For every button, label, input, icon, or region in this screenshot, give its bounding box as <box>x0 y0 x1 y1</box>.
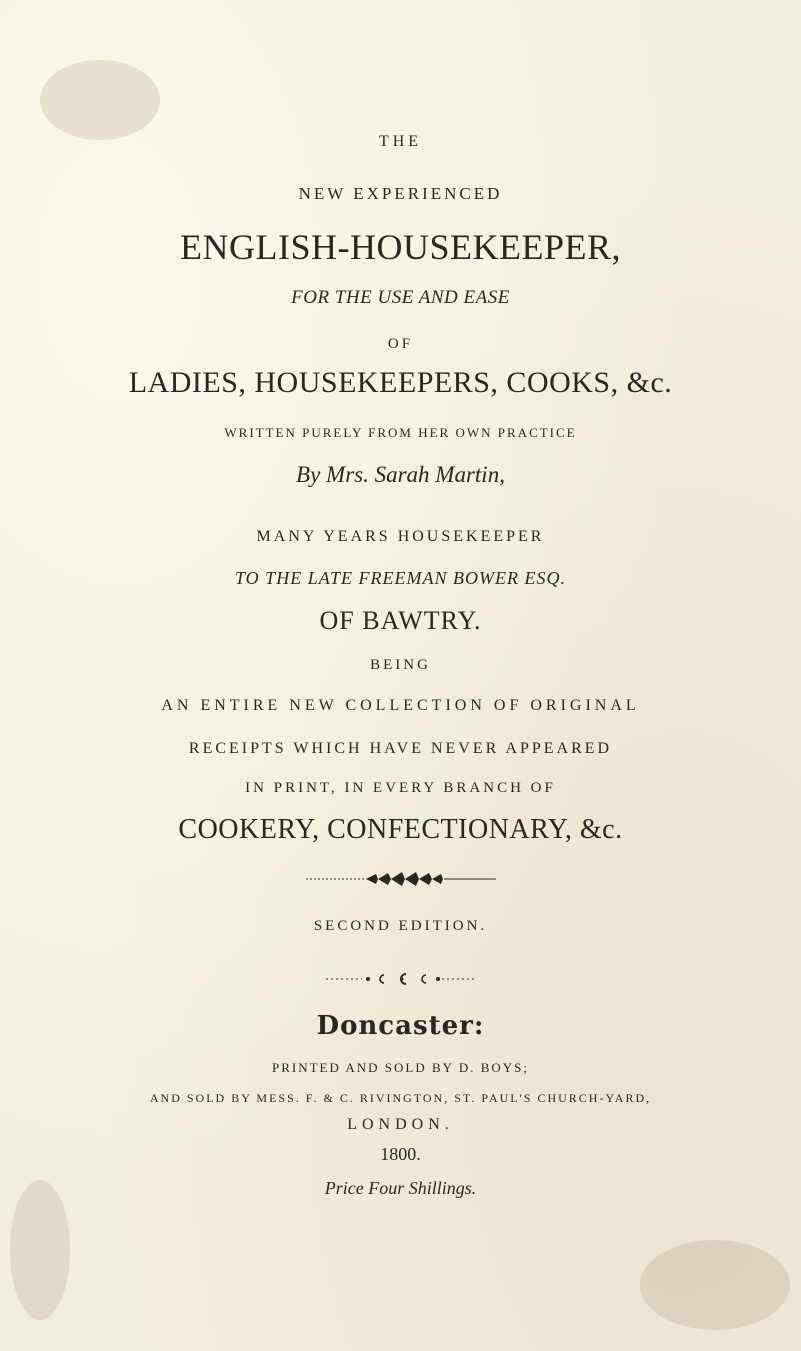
title-to-late: TO THE LATE FREEMAN BOWER ESQ. <box>235 568 566 588</box>
imprint-london: LONDON. <box>347 1116 454 1133</box>
paper-stain <box>10 1180 70 1320</box>
imprint-year: 1800. <box>380 1144 421 1164</box>
title-edition: SECOND EDITION. <box>313 918 488 934</box>
author-line: By Mrs. Sarah Martin, <box>296 462 505 487</box>
paper-stain <box>40 60 160 140</box>
price-note: Price Four Shillings. <box>324 1178 477 1198</box>
ornamental-dash-icon <box>0 972 801 986</box>
ornamental-rule-icon <box>0 872 801 886</box>
title-ladies: LADIES, HOUSEKEEPERS, COOKS, &c. <box>128 366 673 399</box>
title-for-use: FOR THE USE AND EASE <box>291 287 510 308</box>
title-many-years: MANY YEARS HOUSEKEEPER <box>256 528 545 545</box>
title-cookery: COOKERY, CONFECTIONARY, &c. <box>178 814 623 845</box>
title-of: OF <box>387 336 414 352</box>
imprint-sold-by: AND SOLD BY MESS. F. & C. RIVINGTON, ST. PAUL'S CHURCH-YARD, <box>149 1091 652 1105</box>
imprint-place: Doncaster: <box>316 1011 485 1041</box>
title-of-bawtry: OF BAWTRY. <box>319 606 482 635</box>
title-being: BEING <box>370 657 431 673</box>
imprint-printed-by: PRINTED AND SOLD BY D. BOYS; <box>271 1060 530 1075</box>
title-receipts: RECEIPTS WHICH HAVE NEVER APPEARED <box>188 740 613 757</box>
main-title: ENGLISH-HOUSEKEEPER, <box>180 227 621 267</box>
title-written: WRITTEN PURELY FROM HER OWN PRACTICE <box>224 425 577 440</box>
title-new-experienced: NEW EXPERIENCED <box>298 184 503 203</box>
paper-stain <box>640 1240 790 1330</box>
title-the: THE <box>378 133 423 150</box>
title-entire-new: AN ENTIRE NEW COLLECTION OF ORIGINAL <box>161 697 640 714</box>
title-in-print: IN PRINT, IN EVERY BRANCH OF <box>245 780 556 796</box>
